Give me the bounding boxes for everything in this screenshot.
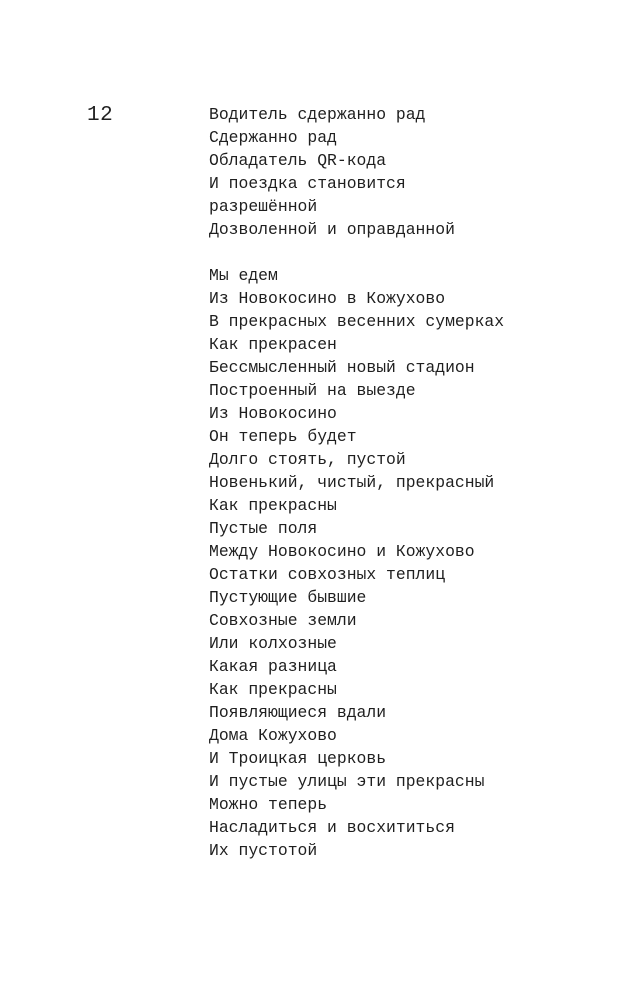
poem-line: Появляющиеся вдали <box>209 703 387 722</box>
poem-line: Можно теперь <box>209 795 328 814</box>
poem-line: Из Новокосино <box>209 404 337 423</box>
poem-line: Долго стоять, пустой <box>209 450 406 469</box>
poem-line: И поездка становится <box>209 174 406 193</box>
poem-text <box>209 103 609 862</box>
poem-line: Бессмысленный новый стадион <box>209 358 475 377</box>
page-number: 12 <box>87 104 114 127</box>
poem-line: Новенький, чистый, прекрасный <box>209 473 495 492</box>
poem-line: Как прекрасны <box>209 680 337 699</box>
poem-line: Построенный на выезде <box>209 381 416 400</box>
poem-line: И Троицкая церковь <box>209 749 387 768</box>
poem-line: Пустые поля <box>209 519 318 538</box>
poem-line: Дома Кожухово <box>209 726 337 745</box>
poem-line: Насладиться и восхититься <box>209 818 455 837</box>
poem-line: Остатки совхозных теплиц <box>209 565 446 584</box>
poem-line: Водитель сдержанно рад <box>209 105 426 124</box>
poem-line: Он теперь будет <box>209 427 357 446</box>
poem-line: Сдержанно рад <box>209 128 337 147</box>
stanza-2 <box>209 264 609 862</box>
poem-line: Дозволенной и оправданной <box>209 220 455 239</box>
poem-line: Какая разница <box>209 657 337 676</box>
poem-line: Или колхозные <box>209 634 337 653</box>
poem-line: разрешённой <box>209 197 318 216</box>
poem-line: Совхозные земли <box>209 611 357 630</box>
stanza-1 <box>209 103 609 241</box>
poem-line: Между Новокосино и Кожухово <box>209 542 475 561</box>
poem-line: Их пустотой <box>209 841 318 860</box>
poem-line: Мы едем <box>209 266 278 285</box>
poem-line: Как прекрасен <box>209 335 337 354</box>
poem-line: В прекрасных весенних сумерках <box>209 312 505 331</box>
poem-line: Как прекрасны <box>209 496 337 515</box>
poem-line: Пустующие бывшие <box>209 588 367 607</box>
poem-line: Обладатель QR-кода <box>209 151 387 170</box>
poem-line: Из Новокосино в Кожухово <box>209 289 446 308</box>
poem-line: И пустые улицы эти прекрасны <box>209 772 485 791</box>
